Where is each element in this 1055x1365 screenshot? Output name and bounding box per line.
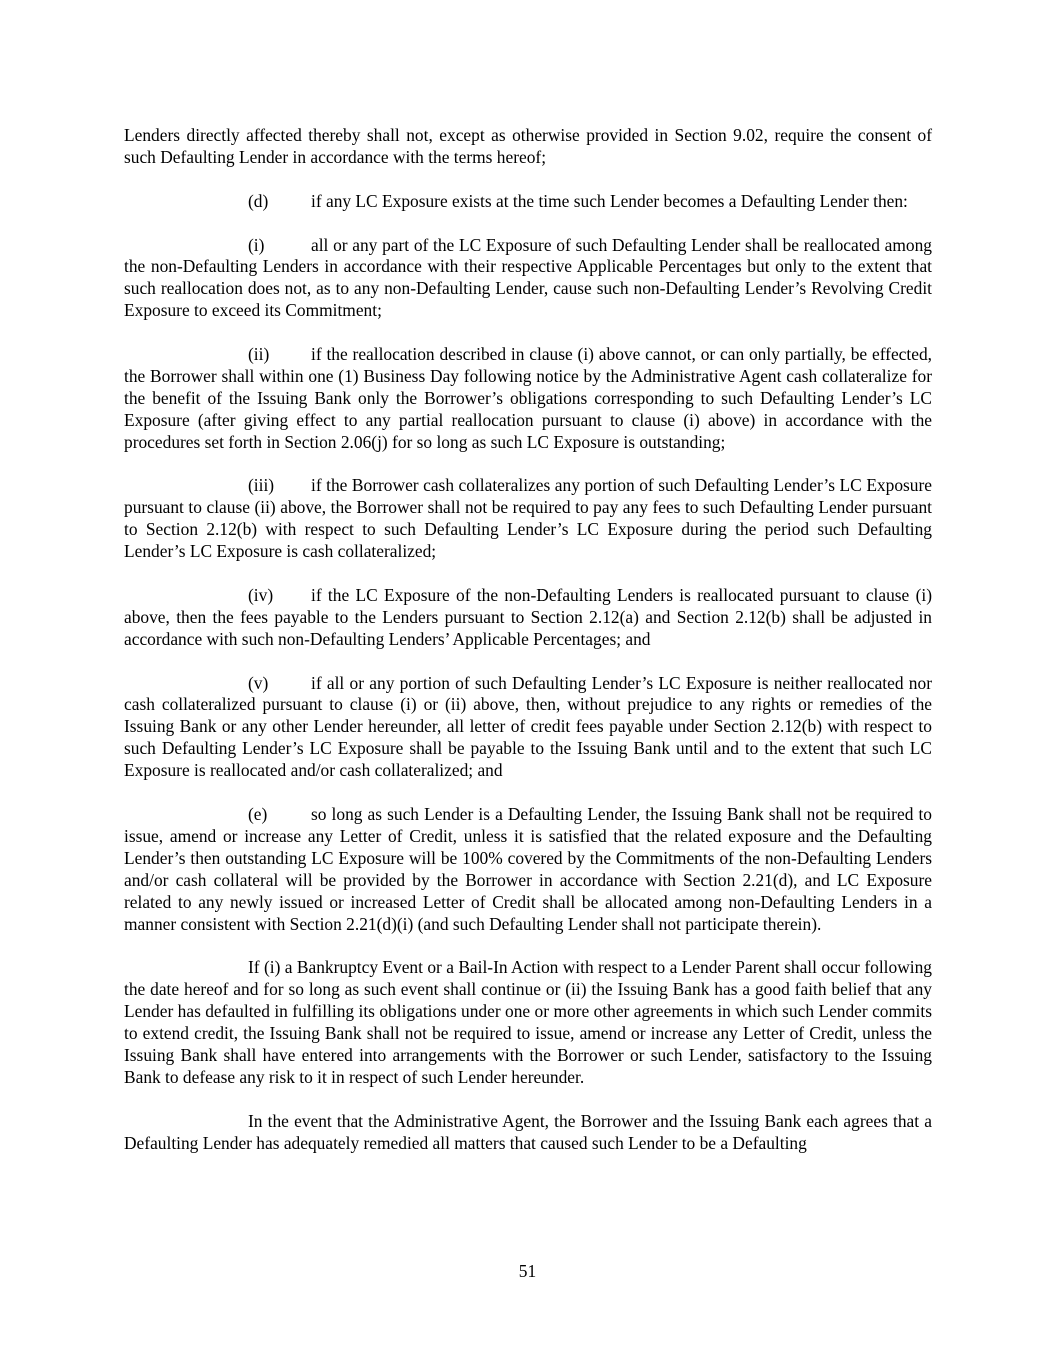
paragraph-clause-iii: [124, 475, 932, 563]
paragraph-text: all or any part of the LC Exposure of such Defaulting Lender shall be reallocated among the non-Defaulting Lenders in accordance with their respective Applicable Percentages but only to the extent that such reallocation does not, as to any non-Defaulting Lender, cause such non-Defaulting Lender’s Revolving Credit Exposure to exceed its Commitment;: [124, 234, 932, 321]
paragraph-text: so long as such Lender is a Defaulting Lender, the Issuing Bank shall not be required to issue, amend or increase any Letter of Credit, unless it is satisfied that the related exposure and the Defaulting Lender’s then outstanding LC Exposure will be 100% covered by the Commitments of the non-Defaulting Lenders and/or cash collateral will be provided by the Borrower in accordance with Section 2.21(d), and LC Exposure related to any newly issued or increased Letter of Credit shall be allocated among non-Defaulting Lenders in a manner consistent with Section 2.21(d)(i) (and such Defaulting Lender shall not participate therein).: [124, 803, 932, 934]
clause-label: (iv): [248, 584, 274, 605]
clause-label: (v): [248, 672, 269, 693]
paragraph-clause-e: [124, 804, 932, 935]
paragraph-text: if all or any portion of such Defaulting Lender’s LC Exposure is neither reallocated nor cash collateralized pursuant to clause (i) or (ii) above, then, without prejudice to any rights or remedies of the Issuing Bank or any other Lender hereunder, all letter of credit fees payable under Section 2.12(b) with respect to such Defaulting Lender’s LC Exposure shall be payable to the Issuing Bank until and to the extent that such LC Exposure is reallocated and/or cash collateralized; and: [124, 672, 932, 781]
paragraph-text: In the event that the Administrative Agent, the Borrower and the Issuing Bank each agrees that a Defaulting Lender has adequately remedied all matters that caused such Lender to be a Defaulting: [124, 1110, 932, 1153]
paragraph-bankruptcy: [124, 957, 932, 1088]
clause-label: (d): [248, 190, 269, 211]
paragraph-clause-iv: [124, 585, 932, 651]
paragraph-clause-ii: [124, 344, 932, 454]
page-body: [124, 125, 932, 1154]
paragraph-clause-d: [124, 191, 932, 213]
paragraph-text: if the reallocation described in clause (i) above cannot, or can only partially, be effected, the Borrower shall within one (1) Business Day following notice by the Administrative Agent cash collateralize for the benefit of the Issuing Bank only the Borrower’s obligations corresponding to such Defaulting Lender’s LC Exposure (after giving effect to any partial reallocation pursuant to clause (i) above) in accordance with the procedures set forth in Section 2.06(j) for so long as such LC Exposure is outstanding;: [124, 344, 932, 452]
paragraph-text: if the LC Exposure of the non-Defaulting Lenders is reallocated pursuant to clause (i) above, then the fees payable to the Lenders pursuant to Section 2.12(a) and Section 2.12(b) shall be adjusted in accordance with such non-Defaulting Lenders’ Applicable Percentages; and: [124, 584, 932, 649]
paragraph-text: If (i) a Bankruptcy Event or a Bail-In Action with respect to a Lender Parent shall occur following the date hereof and for so long as such event shall continue or (ii) the Issuing Bank has a good faith belief that any Lender has defaulted in fulfilling its obligations under one or more other agreements in which such Lender commits to extend credit, the Issuing Bank shall not be required to issue, amend or increase any Letter of Credit, unless the Issuing Bank shall have entered into arrangements with the Borrower or such Lender, satisfactory to the Issuing Bank to defease any risk to it in respect of such Lender hereunder.: [124, 957, 932, 1087]
clause-label: (iii): [248, 475, 275, 496]
paragraph-clause-i: [124, 235, 932, 323]
clause-label: (ii): [248, 344, 270, 365]
paragraph-continuation: [124, 125, 932, 169]
paragraph-text: if the Borrower cash collateralizes any portion of such Defaulting Lender’s LC Exposure pursuant to clause (ii) above, the Borrower shall not be required to pay any fees to such Defaulting Lender pursuant to Section 2.12(b) with respect to such Defaulting Lender’s LC Exposure during the period such Defaulting Lender’s LC Exposure is cash collateralized;: [124, 475, 932, 562]
page-number: 51: [518, 1261, 537, 1281]
paragraph-remedied: [124, 1111, 932, 1155]
clause-label: (i): [248, 234, 265, 255]
clause-label: (e): [248, 803, 268, 824]
paragraph-text: if any LC Exposure exists at the time such Lender becomes a Defaulting Lender then:: [311, 190, 908, 211]
paragraph-clause-v: [124, 673, 932, 783]
paragraph-text: Lenders directly affected thereby shall not, except as otherwise provided in Section 9.02, require the consent of such Defaulting Lender in accordance with the terms hereof;: [124, 125, 932, 167]
